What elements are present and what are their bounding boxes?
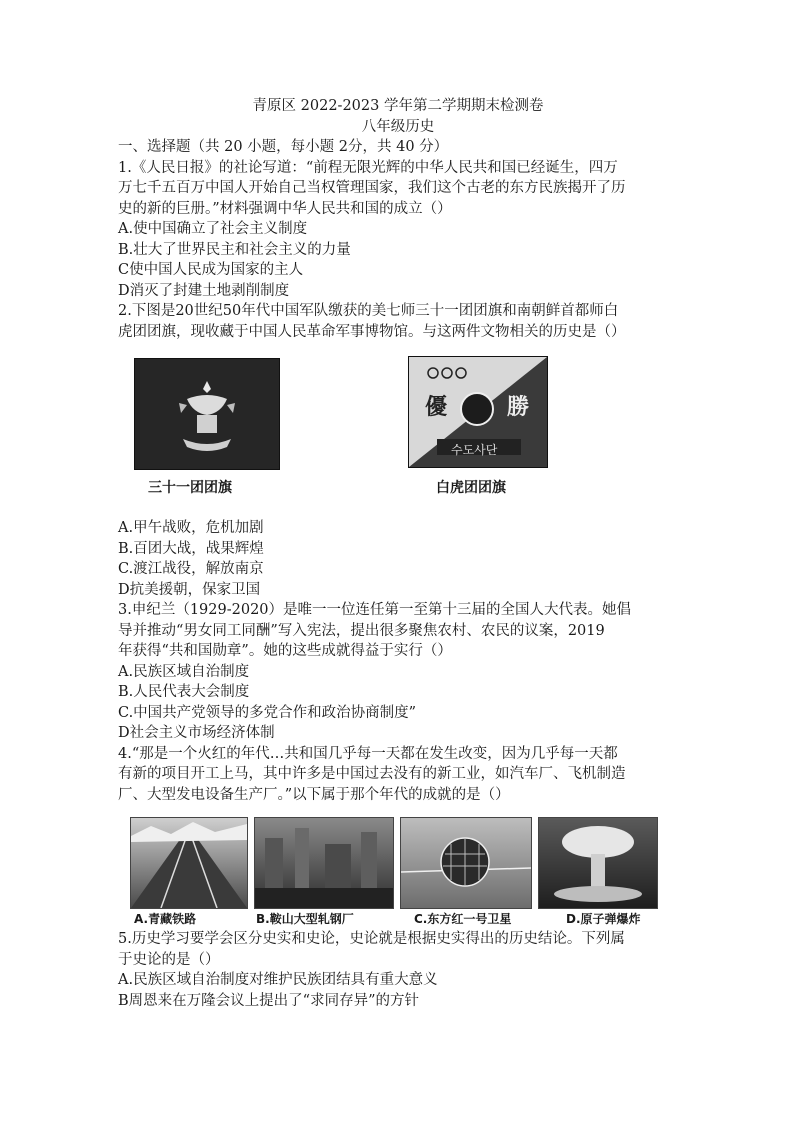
caption-b: B.鞍山大型轧钢厂 — [256, 912, 354, 926]
question-2 — [118, 301, 678, 600]
question-2-option-d: D抗美援朝，保家卫国 — [118, 581, 261, 598]
question-4-line-1: 4.“那是一个火红的年代…共和国几乎每一天都在发生改变，因为几乎每一天都 — [118, 745, 618, 762]
mushroom-cloud-icon — [539, 818, 657, 908]
question-1 — [118, 158, 678, 302]
question-2-option-c: C.渡江战役，解放南京 — [118, 561, 264, 577]
question-3-option-a: A.民族区域自治制度 — [118, 663, 250, 680]
question-3-option-d: D社会主义市场经济体制 — [118, 725, 275, 741]
question-4 — [118, 744, 678, 930]
atomic-bomb-explosion-photo — [538, 817, 658, 909]
question-2-line-1: 2.下图是20世纪50年代中国军队缴获的美七师三十一团团旗和南朝鲜首都师白 — [118, 303, 619, 319]
regiment-31-flag-image — [134, 358, 280, 470]
question-2-option-a: A.甲午战败，危机加剧 — [118, 520, 264, 536]
flag-banner-text: 수도사단 — [451, 443, 498, 457]
anshan-steel-mill-photo — [254, 817, 394, 909]
question-3-line-3: 年获得“共和国勋章”。她的这些成就得益于实行（） — [118, 643, 452, 659]
question-1-option-a: A.使中国确立了社会主义制度 — [118, 221, 308, 237]
railway-graphic — [131, 818, 247, 908]
question-1-option-d: D消灭了封建土地剥削制度 — [118, 282, 290, 299]
caption-c: C.东方红一号卫星 — [414, 912, 512, 926]
section-heading: 一、选择题（共 20 小题，每小题 2分，共 40 分） — [118, 139, 449, 155]
steel-mill-graphic — [255, 818, 393, 908]
question-5-option-b: B周恩来在万隆会议上提出了“求同存异”的方针 — [118, 992, 419, 1009]
regiment-31-caption: 三十一团团旗 — [148, 480, 232, 496]
question-1-line-2: 万七千五百万中国人开始自己当权管理国家，我们这个古老的东方民族揭开了历 — [118, 180, 626, 196]
eagle-emblem-icon — [135, 359, 279, 469]
question-2-option-b: B.百团大战，战果辉煌 — [118, 540, 264, 557]
question-2-figure — [118, 348, 678, 518]
question-1-line-1: 1.《人民日报》的社论写道：“前程无限光辉的中华人民共和国已经诞生，四万 — [118, 159, 618, 176]
question-5 — [118, 929, 678, 1011]
white-tiger-flag-image — [408, 356, 548, 468]
flag-char-right: 勝 — [507, 394, 530, 420]
satellite-icon — [401, 818, 531, 908]
question-5-option-a: A.民族区域自治制度对维护民族团结具有重大意义 — [118, 972, 438, 988]
exam-title: 青原区 2022-2023 学年第二学期期末检测卷 — [252, 98, 544, 114]
question-1-option-b: B.壮大了世界民主和社会主义的力量 — [118, 241, 351, 258]
question-3-option-b: B.人民代表大会制度 — [118, 684, 250, 700]
question-1-option-c: C使中国人民成为国家的主人 — [118, 262, 304, 278]
dongfanghong-satellite-photo — [400, 817, 532, 909]
question-5-line-1: 5.历史学习要学会区分史实和史论，史论就是根据史实得出的历史结论。下列属 — [118, 931, 625, 947]
question-1-line-3: 史的新的巨册。”材料强调中华人民共和国的成立（） — [118, 200, 452, 217]
question-3-line-2: 导并推动“男女同工同酬”写入宪法，提出很多聚焦农村、农民的议案，2019 — [118, 622, 605, 639]
caption-d: D.原子弹爆炸 — [566, 912, 641, 926]
white-tiger-caption: 白虎团团旗 — [436, 480, 506, 496]
exam-content — [118, 96, 678, 1011]
flag-char-left: 優 — [425, 394, 448, 420]
question-3-option-c: C.中国共产党领导的多党合作和政治协商制度” — [118, 704, 417, 721]
question-3-line-1: 3.申纪兰（1929-2020）是唯一一位连任第一至第十三届的全国人大代表。她倡 — [118, 602, 632, 618]
question-4-line-3: 厂、大型发电设备生产厂。”以下属于那个年代的成就的是（） — [118, 786, 510, 803]
question-4-line-2: 有新的项目开工上马，其中许多是中国过去没有的新工业，如汽车厂、飞机制造 — [118, 766, 626, 782]
caption-a: A.青藏铁路 — [134, 912, 197, 926]
qinghai-tibet-railway-photo — [130, 817, 248, 909]
question-3 — [118, 600, 678, 744]
question-2-line-2: 虎团团旗，现收藏于中国人民革命军事博物馆。与这两件文物相关的历史是（） — [118, 323, 626, 340]
exam-subtitle: 八年级历史 — [361, 118, 435, 135]
question-4-figure — [118, 813, 678, 929]
question-5-line-2: 于史论的是（） — [118, 951, 220, 968]
